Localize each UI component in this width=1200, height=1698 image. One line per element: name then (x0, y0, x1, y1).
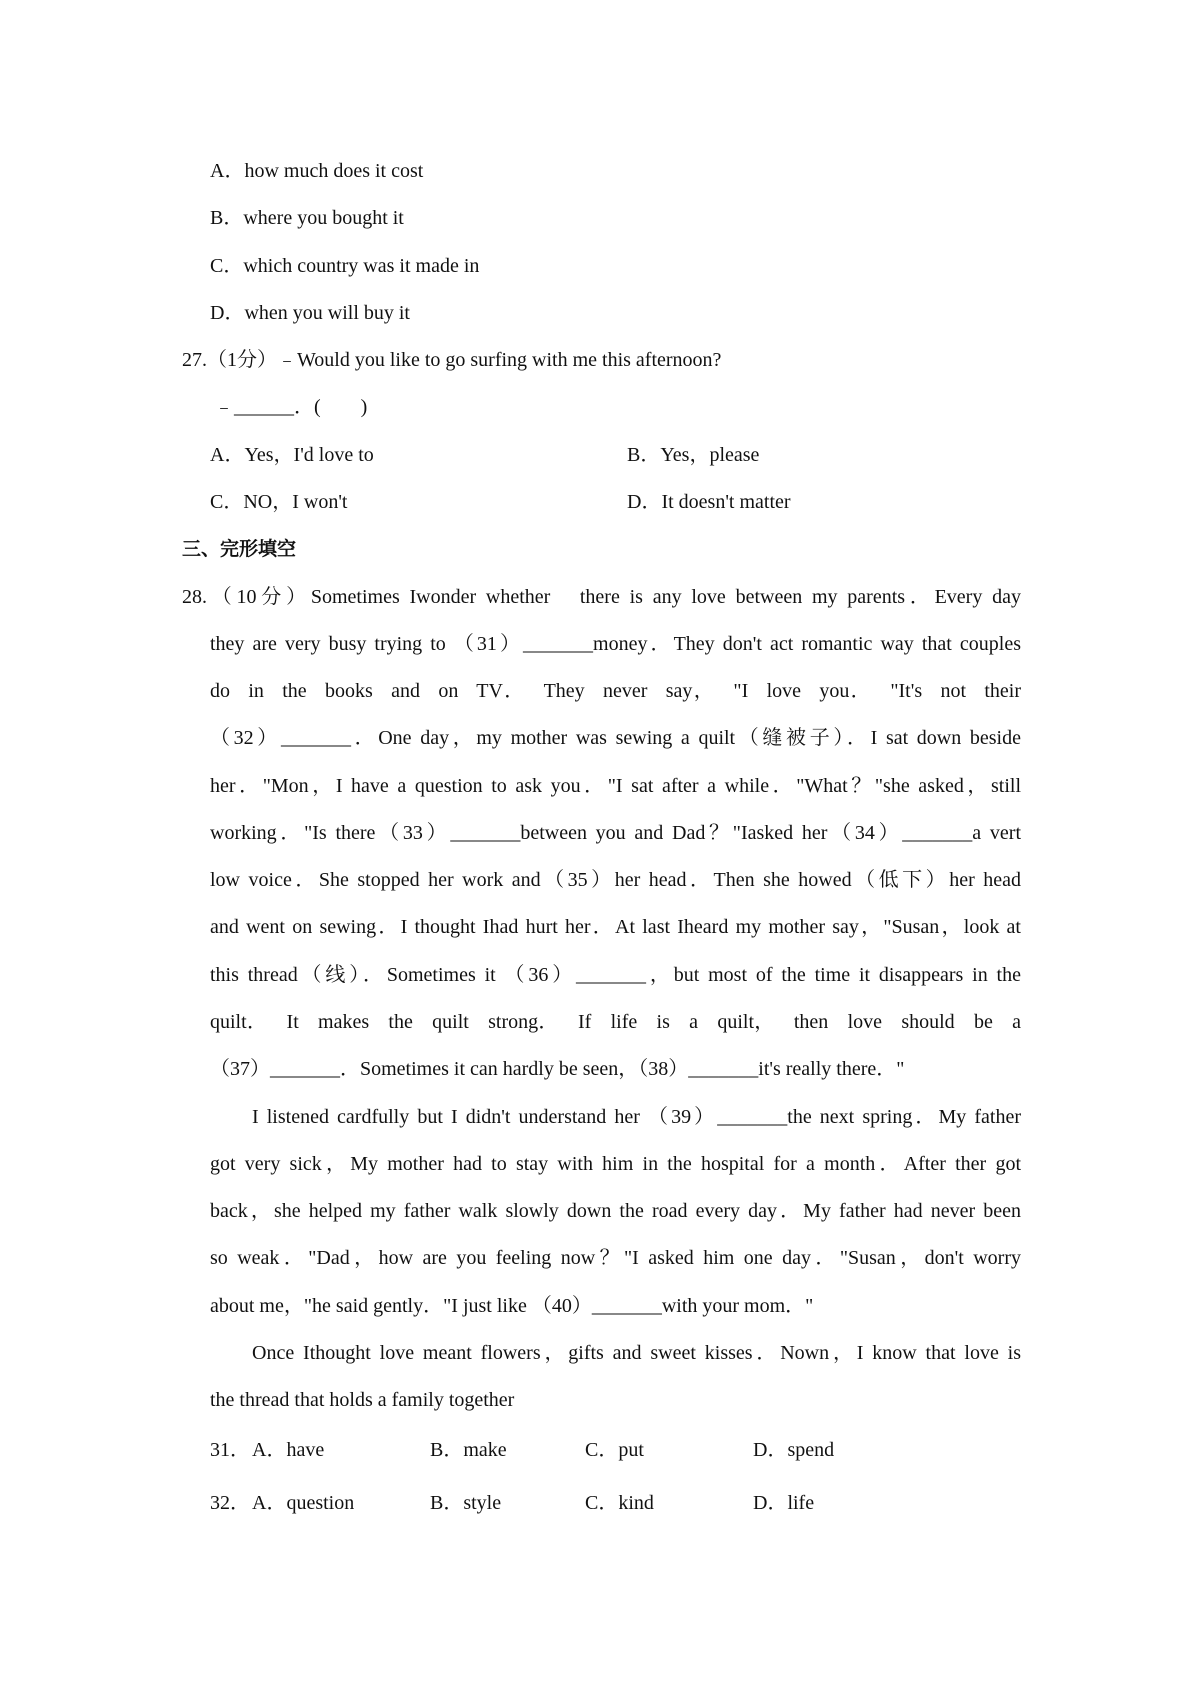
q26-option-b: B．where you bought it (210, 207, 404, 229)
q28-line-5: her．"Mon，I have a question to ask you．"I sat after a while．"What？"she asked，still (210, 775, 1021, 797)
choice-32-d: D．life (753, 1492, 815, 1514)
q28-para2-line-5: about me，"he said gently．"I just like （40）_______with your mom．" (210, 1295, 814, 1317)
section-heading: 三、完形填空 (182, 538, 297, 560)
q28-para2-line-2: got very sick，My mother had to stay with him in the hospital for a month．After ther got (210, 1153, 1021, 1175)
q28-para2-line-4: so weak．"Dad，how are you feeling now？"I asked him one day．"Susan，don't worry (210, 1247, 1021, 1269)
q28-line-10: quilt． It makes the quilt strong． If life is a quilt， then love should be a (210, 1011, 1021, 1033)
q27-option-b: B．Yes，please (627, 444, 760, 466)
choice-32-c: C．kind (585, 1492, 654, 1514)
q28-para2-line-3: back，she helped my father walk slowly down the road every day．My father had never been (210, 1200, 1021, 1222)
q28-line-2: they are very busy trying to （31）_______money．They don't act romantic way that couples (210, 633, 1021, 655)
q27-option-c: C．NO，I won't (210, 491, 348, 513)
choice-32-b: B．style (430, 1492, 502, 1514)
choice-31-num: 31． (210, 1439, 250, 1461)
q28-para3-line-2: the thread that holds a family together (210, 1389, 515, 1411)
q27-option-d: D．It doesn't matter (627, 491, 791, 513)
choice-32-num: 32． (210, 1492, 250, 1514)
q28-para2-line-1: I listened cardfully but I didn't understand her （39）_______the next spring．My father (252, 1106, 1021, 1128)
q28-para3-line-1: Once Ithought love meant flowers，gifts and sweet kisses．Nown，I know that love is (252, 1342, 1021, 1364)
q28-line-7: low voice．She stopped her work and（35）her head．Then she howed（低下）her head (210, 869, 1021, 891)
q28-line-4: （32）_______．One day，my mother was sewing a quilt（缝被子）．I sat down beside (210, 727, 1021, 749)
choice-31-d: D．spend (753, 1439, 835, 1461)
choice-31-b: B．make (430, 1439, 507, 1461)
q26-option-a: A．how much does it cost (210, 160, 424, 182)
choice-32-a: A．question (252, 1492, 355, 1514)
q27-answer-line: ﹣______．( ) (214, 396, 368, 418)
q28-line-3: do in the books and on TV． They never say， "I love you． "It's not their (210, 680, 1021, 702)
choice-31-c: C．put (585, 1439, 644, 1461)
q28-line-9: this thread（线）．Sometimes it （36）_______，but most of the time it disappears in the (210, 964, 1021, 986)
q26-option-c: C．which country was it made in (210, 255, 480, 277)
q27-option-a: A．Yes，I'd love to (210, 444, 374, 466)
q28-line-1: 28.（10分）Sometimes Iwonder whether there is any love between my parents．Every day (182, 586, 1021, 608)
q28-line-6: working．"Is there（33）_______between you and Dad？"Iasked her（34）_______a vert (210, 822, 1021, 844)
q28-line-8: and went on sewing．I thought Ihad hurt her．At last Iheard my mother say，"Susan，look at (210, 916, 1021, 938)
q27-stem: 27.（1分）﹣Would you like to go surfing with me this afternoon? (182, 349, 722, 371)
q26-option-d: D．when you will buy it (210, 302, 410, 324)
choice-31-a: A．have (252, 1439, 325, 1461)
q28-line-11: （37）_______．Sometimes it can hardly be seen，（38）_______it's really there．" (210, 1058, 905, 1080)
